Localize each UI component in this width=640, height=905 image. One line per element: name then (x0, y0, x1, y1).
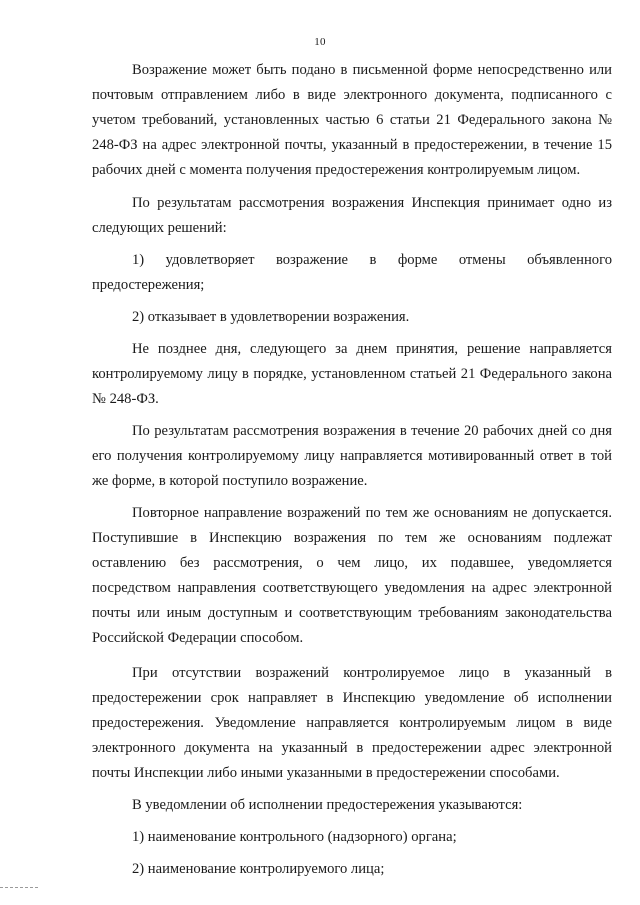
paragraph-decision-intro: По результатам рассмотрения возражения Инспекция принимает одно из следующих решений: (92, 195, 612, 236)
paragraph-reasoned-response: По результатам рассмотрения возражения в течение 20 рабочих дней со дня его получения контролируемому лицу направляется мотивированный ответ в той же форме, в которой поступило возражение. (92, 423, 612, 489)
paragraph-compliance-notice: При отсутствии возражений контролируемое лицо в указанный в предостережении срок направляет в Инспекцию уведомление об исполнении предостережения. Уведомление направляется контролируемым лицом в виде электронного документа на указанный в предостережении адрес электронной почты Инспекции либо иными указанными в предостережении способами. (92, 665, 612, 781)
paragraph-repeat-objections: Повторное направление возражений по тем же основаниям не допускается. Поступившие в Инспекцию возражения по тем же основаниям подлежат оставлению без рассмотрения, о чем лицо, их подавшее, уведомляется посредством направления соответствующего уведомления на адрес электронной почты или иным доступным и соответствующим требованиям законодательства Российской Федерации способом. (92, 505, 612, 646)
paragraph-notice-contents-intro: В уведомлении об исполнении предостережения указываются: (132, 797, 523, 813)
page-number: 10 (314, 36, 326, 48)
paragraph-decision-delivery: Не позднее дня, следующего за днем принятия, решение направляется контролируемому лицу в порядке, установленном статьей 21 Федерального закона № 248-ФЗ. (92, 341, 612, 407)
paragraph-notice-item-2: 2) наименование контролируемого лица; (132, 861, 385, 877)
paragraph-notice-item-1: 1) наименование контрольного (надзорного) органа; (132, 829, 457, 845)
document-body (92, 58, 612, 882)
paragraph-objection-submission: Возражение может быть подано в письменной форме непосредственно или почтовым отправлением либо в виде электронного документа, подписанного с учетом требований, установленных частью 6 статьи 21 Федерального закона № 248-ФЗ на адрес электронной почты, указанный в предостережении, в течение 15 рабочих дней с момента получения предостережения контролируемым лицом. (92, 62, 612, 178)
footer-divider (0, 887, 38, 889)
paragraph-decision-option-2: 2) отказывает в удовлетворении возражения. (132, 309, 410, 325)
paragraph-decision-option-1: 1) удовлетворяет возражение в форме отмены объявленного предостережения; (92, 252, 612, 293)
